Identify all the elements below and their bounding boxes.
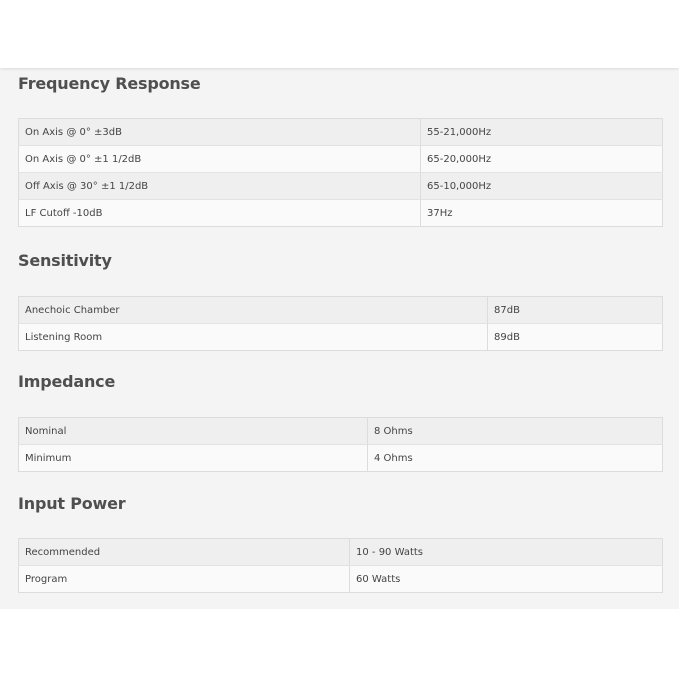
spec-value: 37Hz: [421, 200, 663, 227]
table-row: [19, 324, 663, 351]
spec-value: 87dB: [488, 297, 663, 324]
spec-value: 8 Ohms: [368, 418, 663, 445]
spec-label: Anechoic Chamber: [19, 297, 488, 324]
table-row: [19, 119, 663, 146]
table-row: [19, 200, 663, 227]
bottom-area: [0, 609, 679, 679]
table-row: [19, 566, 663, 593]
table-row: [19, 539, 663, 566]
spec-label: Listening Room: [19, 324, 488, 351]
spec-label: Off Axis @ 30° ±1 1/2dB: [19, 173, 421, 200]
section-title-impedance: Impedance: [18, 372, 116, 391]
top-bar: [0, 0, 679, 68]
table-row: [19, 445, 663, 472]
spec-value: 4 Ohms: [368, 445, 663, 472]
table-row: [19, 146, 663, 173]
spec-label: Program: [19, 566, 350, 593]
table-row: [19, 297, 663, 324]
spec-value: 65-20,000Hz: [421, 146, 663, 173]
spec-value: 55-21,000Hz: [421, 119, 663, 146]
spec-value: 10 - 90 Watts: [350, 539, 663, 566]
spec-label: Recommended: [19, 539, 350, 566]
input-power-table: [18, 538, 663, 593]
table-row: [19, 418, 663, 445]
spec-label: On Axis @ 0° ±3dB: [19, 119, 421, 146]
section-title-input-power: Input Power: [18, 494, 126, 513]
spec-value: 60 Watts: [350, 566, 663, 593]
spec-label: Nominal: [19, 418, 368, 445]
spec-content: [0, 68, 679, 609]
sensitivity-table: [18, 296, 663, 351]
impedance-table: [18, 417, 663, 472]
spec-label: Minimum: [19, 445, 368, 472]
spec-label: LF Cutoff -10dB: [19, 200, 421, 227]
spec-value: 65-10,000Hz: [421, 173, 663, 200]
spec-value: 89dB: [488, 324, 663, 351]
section-title-sensitivity: Sensitivity: [18, 251, 112, 270]
table-row: [19, 173, 663, 200]
spec-label: On Axis @ 0° ±1 1/2dB: [19, 146, 421, 173]
section-title-frequency-response: Frequency Response: [18, 74, 201, 93]
frequency-response-table: [18, 118, 663, 227]
